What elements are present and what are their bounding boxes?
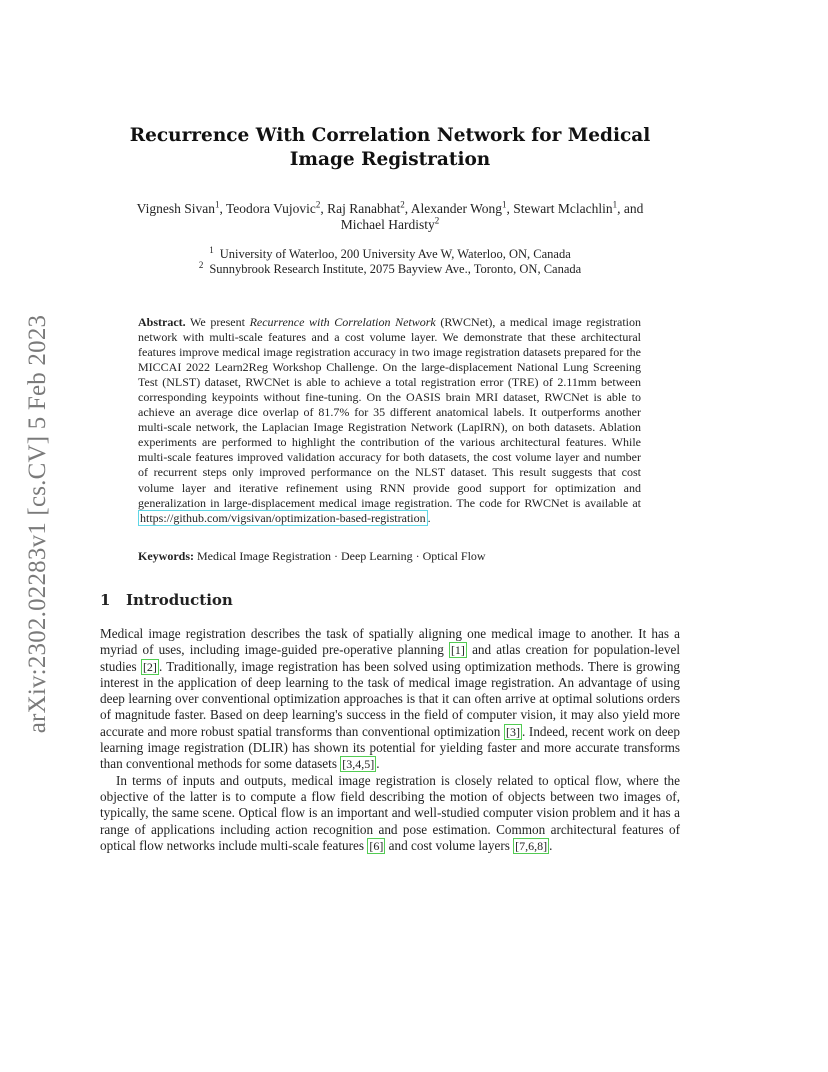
section-heading	[100, 591, 233, 609]
paper-title: Recurrence With Correlation Network for Medical Image Registration	[129, 125, 651, 170]
abstract-label: Abstract.	[138, 315, 186, 329]
introduction-body	[100, 626, 680, 854]
author-affiliation-mark: 2	[434, 215, 440, 226]
paragraph-text: and atlas creation for population-level studies	[100, 642, 681, 674]
citation-link[interactable]: [3]	[506, 724, 520, 739]
author-name: Vignesh Sivan	[136, 201, 215, 216]
author-name: Teodora Vujovic	[225, 201, 316, 216]
author-list: Vignesh Sivan$^1$, Teodora Vujovic$^2$, Raj Ranabhat$^2$, Alexander Wong$^1$, Stewart Mclachlin$^1$, and Michael Hardisty$^2$	[136, 199, 644, 232]
paragraph	[100, 773, 680, 854]
keywords	[138, 549, 641, 564]
author-affiliation-mark: 1	[214, 199, 220, 210]
arxiv-identifier-text: arXiv:2302.02283v1 [cs.CV] 5 Feb 2023	[24, 314, 51, 734]
affiliation-text: University of Waterloo, 200 University Ave W, Waterloo, ON, Canada	[219, 247, 571, 261]
section-title: Introduction	[126, 591, 233, 609]
author-affiliation-mark: 2	[400, 199, 405, 210]
paragraph-text: and cost volume layers	[388, 837, 510, 853]
affiliation-text: Sunnybrook Research Institute, 2075 Bayview Ave., Toronto, ON, Canada	[209, 262, 582, 276]
affiliation-list	[100, 244, 680, 277]
paragraph-text: Medical image registration describes the task of spatially aligning one medical image to another. It has a myriad of uses, including image-guided pre-operative planning	[100, 626, 680, 658]
affiliation	[100, 259, 680, 277]
author-name: Raj Ranabhat	[327, 201, 401, 216]
paragraph-text: .	[549, 837, 553, 853]
abstract-text: (RWCNet), a medical image registration network with multi-scale features and a cost volume layer. We demonstrate that these architectural features improve medical image registration accuracy in two image registration datasets prepared for the MICCAI 2022 Learn2Reg Workshop Challenge. On the large-displacement National Lung Screening Test (NLST) dataset, RWCNet is able to achieve a total registration error (TRE) of 2.11mm between corresponding keypoints without fine-tuning. On the OASIS brain MRI dataset, RWCNet is able to achieve an average dice overlap of 81.7% for 35 different anatomical labels. It outperforms another multi-scale network, the Laplacian Image Registration Network (LapIRN), on both datasets. Ablation experiments are performed to highlight the contribution of the various architectural features. While multi-scale features improved validation accuracy for both datasets, the cost volume layer and number of recurrent steps only improved performance on the NLST dataset. This result suggests that cost volume layer and iterative refinement using RNN provide good support for optimization and generalization in large-displacement medical image registration. The code for RWCNet is available at	[138, 315, 641, 510]
abstract	[138, 315, 641, 526]
affiliation-number: 1	[209, 244, 214, 255]
citation-link[interactable]: [1]	[450, 643, 465, 658]
author-affiliation-mark: 2	[315, 199, 321, 210]
author-name: Stewart Mclachlin	[513, 201, 613, 216]
author-affiliation-mark: 1	[612, 199, 618, 210]
keywords-label: Keywords:	[138, 549, 194, 563]
code-repository-link[interactable]: https://github.com/vigsivan/optimization-based-registration	[140, 510, 426, 525]
paragraph-text: .	[376, 756, 380, 772]
affiliation	[100, 244, 680, 262]
paragraph-text: In terms of inputs and outputs, medical image registration is closely related to optical flow, where the objective of the latter is to compute a flow field describing the motion of objects between two images of, typically, the same scene. Optical flow is an important and well-studied computer vision problem and it has a range of applications including action recognition and pose estimation. Common architectural features of optical flow networks include multi-scale features	[100, 772, 680, 853]
arxiv-identifier	[18, 294, 58, 754]
network-name: Recurrence with Correlation Network	[249, 315, 436, 329]
abstract-end: .	[427, 510, 431, 525]
paragraph-text: . Indeed, recent work on deep learning image registration (DLIR) has shown its potential for yielding faster and more accurate transforms than conventional methods for some datasets	[100, 723, 681, 772]
affiliation-number: 2	[198, 259, 204, 270]
paragraph-text: . Traditionally, image registration has been solved using optimization methods. There is growing interest in the application of deep learning to the task of medical image registration. An advantage of using deep learning over conventional optimization approaches is that it can often arrive at optimal solutions orders of magnitude faster. Based on deep learning's success in the field of computer vision, it may also yield more accurate and more robust spatial transforms than conventional optimization	[100, 658, 681, 739]
citation-link[interactable]: [3,4,5]	[342, 757, 375, 772]
author-name: Michael Hardisty	[340, 217, 435, 232]
section-number: 1	[100, 591, 111, 609]
citation-link[interactable]: [7,6,8]	[515, 838, 548, 853]
author-name: Alexander Wong	[410, 201, 502, 216]
citation-link[interactable]: [2]	[142, 659, 157, 674]
paragraph	[100, 626, 680, 773]
citation-link[interactable]: [6]	[369, 838, 384, 853]
keywords-text: Medical Image Registration · Deep Learning · Optical Flow	[197, 549, 486, 563]
abstract-text: We present	[190, 315, 245, 329]
author-affiliation-mark: 1	[501, 199, 507, 210]
